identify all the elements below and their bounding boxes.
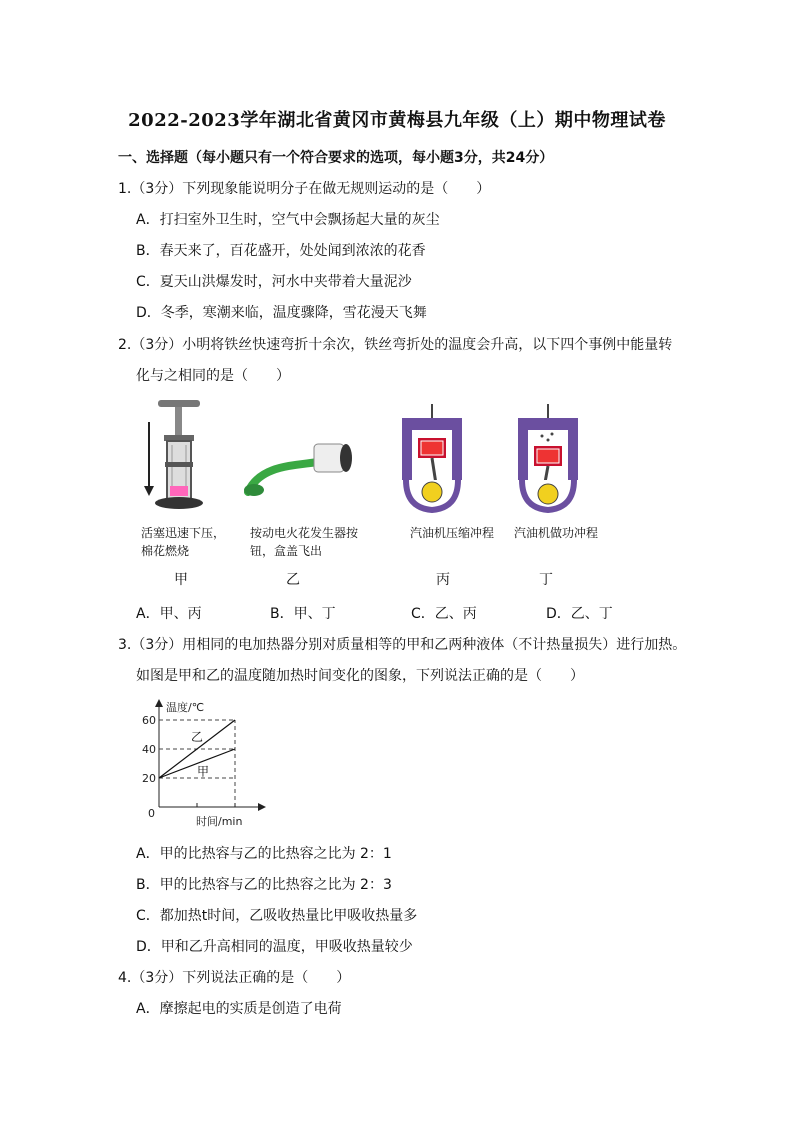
q3-option-c: C．都加热t时间，乙吸收热量比甲吸收热量多 <box>136 908 418 924</box>
q2-option-a: A．甲、丙 <box>136 606 202 622</box>
series-label-0: 乙 <box>191 730 204 744</box>
y-axis-arrow <box>155 699 163 707</box>
page-title: 2022-2023学年湖北省黄冈市黄梅县九年级（上）期中物理试卷 <box>128 110 666 131</box>
question-3-stem-line2: 如图是甲和乙的温度随加热时间变化的图象，下列说法正确的是（ ） <box>136 668 584 684</box>
q1-option-c: C．夏天山洪爆发时，河水中夹带着大量泥沙 <box>136 274 412 290</box>
q3-option-b: B．甲的比热容与乙的比热容之比为 2：3 <box>136 877 392 893</box>
y-tick-label-40: 40 <box>142 743 156 756</box>
question-1-stem: 1.（3分）下列现象能说明分子在做无规则运动的是（ ） <box>118 181 491 197</box>
q1-option-d: D．冬季，寒潮来临，温度骤降，雪花漫天飞舞 <box>136 305 427 321</box>
q3-option-d: D．甲和乙升高相同的温度，甲吸收热量较少 <box>136 939 413 955</box>
figure-bing-caption: 汽油机压缩冲程 <box>410 526 495 540</box>
x-axis-label: 时间/min <box>196 815 243 828</box>
compression-stroke-illustration <box>396 404 468 514</box>
figure-label-yi: 乙 <box>286 572 300 588</box>
question-2-stem-line2: 化与之相同的是（ ） <box>136 368 290 384</box>
question-4-stem: 4.（3分）下列说法正确的是（ ） <box>118 970 351 986</box>
q2-option-c: C．乙、丙 <box>411 606 477 622</box>
q2-option-b: B．甲、丁 <box>270 606 336 622</box>
q2-option-d: D．乙、丁 <box>546 606 613 622</box>
y-tick-label-60: 60 <box>142 714 156 727</box>
q3-option-a: A．甲的比热容与乙的比热容之比为 2：1 <box>136 846 392 862</box>
temperature-time-chart <box>130 695 280 835</box>
section-heading: 一、选择题（每小题只有一个符合要求的选项，每小题3分，共24分） <box>118 150 554 166</box>
q1-option-b: B．春天来了，百花盛开，处处闻到浓浓的花香 <box>136 243 426 259</box>
question-2-stem-line1: 2.（3分）小明将铁丝快速弯折十余次，铁丝弯折处的温度会升高，以下四个事例中能量转 <box>118 337 673 353</box>
series-label-1: 甲 <box>197 764 210 779</box>
power-stroke-illustration <box>512 404 584 514</box>
figure-ding-caption: 汽油机做功冲程 <box>514 526 599 540</box>
figure-jia-caption: 活塞迅速下压， 棉花燃烧 <box>141 526 226 558</box>
y-axis-label: 温度/℃ <box>166 701 205 714</box>
y-tick-label-20: 20 <box>142 772 156 785</box>
figure-label-bing: 丙 <box>436 572 450 588</box>
figure-label-jia: 甲 <box>174 572 188 588</box>
spark-generator-illustration <box>240 436 360 502</box>
q4-option-a: A．摩擦起电的实质是创造了电荷 <box>136 1001 342 1017</box>
q1-option-a: A．打扫室外卫生时，空气中会飘扬起大量的灰尘 <box>136 212 440 228</box>
origin-label: 0 <box>148 807 155 820</box>
figure-label-ding: 丁 <box>539 572 553 588</box>
x-axis-arrow <box>258 803 266 811</box>
fire-piston-illustration <box>138 400 218 522</box>
question-3-stem-line1: 3.（3分）用相同的电加热器分别对质量相等的甲和乙两种液体（不计热量损失）进行加热。 <box>118 637 687 653</box>
figure-yi-caption: 按动电火花发生器按 钮，盒盖飞出 <box>250 526 359 558</box>
